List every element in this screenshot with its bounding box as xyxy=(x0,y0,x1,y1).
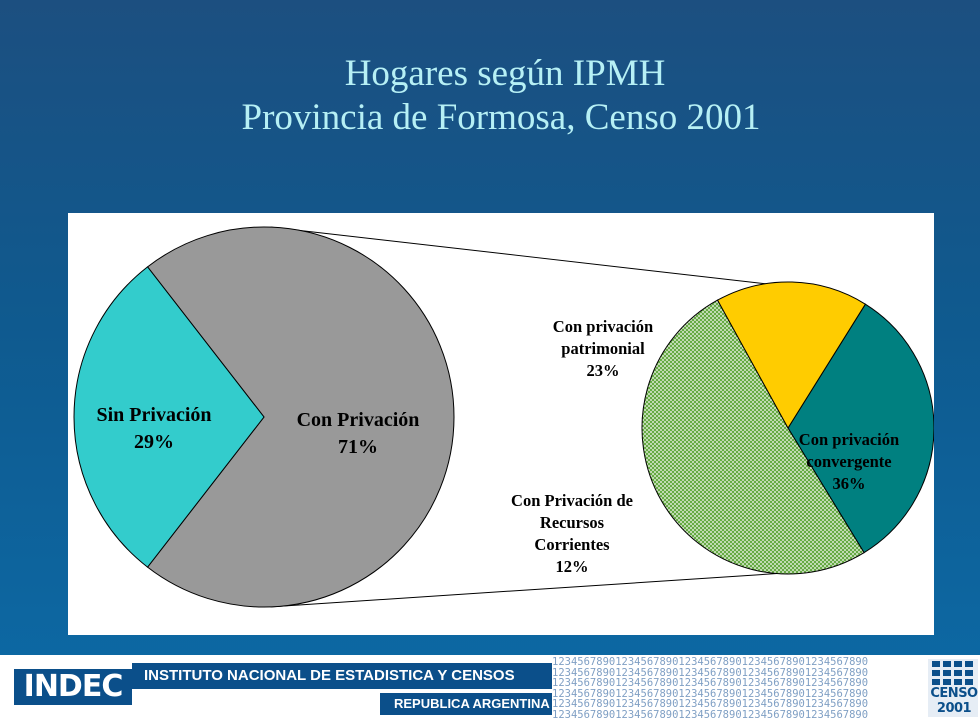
page-title xyxy=(0,52,980,140)
censo-word: CENSO xyxy=(930,686,978,701)
label-convergente xyxy=(799,429,899,495)
title-line-2: Provincia de Formosa, Censo 2001 xyxy=(241,97,761,138)
censo-grid-icon xyxy=(932,661,976,685)
censo-logo-text xyxy=(930,686,978,716)
label-recursos-value: 12% xyxy=(555,557,589,576)
label-con-privacion-value: 71% xyxy=(338,436,378,458)
country-name: REPUBLICA ARGENTINA xyxy=(394,696,550,711)
footer-banner xyxy=(0,655,980,720)
label-recursos-corrientes xyxy=(511,490,633,578)
number-row: 12345678901234567890123456789012345678901234567890 xyxy=(552,708,869,719)
label-convergente-line1: Con privación xyxy=(798,430,900,449)
label-patrimonial-value: 23% xyxy=(586,361,620,380)
number-row: 12345678901234567890123456789012345678901234567890 xyxy=(552,698,869,711)
decorative-number-rows xyxy=(552,657,912,719)
label-sin-privacion xyxy=(96,402,211,456)
label-con-privacion xyxy=(297,407,420,461)
label-convergente-value: 36% xyxy=(832,474,866,493)
label-patrimonial xyxy=(553,316,653,382)
number-row: 12345678901234567890123456789012345678901234567890 xyxy=(552,666,869,679)
label-recursos-line2: Recursos xyxy=(539,513,605,532)
label-con-privacion-name: Con Privación xyxy=(296,409,420,431)
institute-name: INSTITUTO NACIONAL DE ESTADISTICA Y CENSOS xyxy=(144,667,515,684)
censo-year: 2001 xyxy=(936,701,972,716)
title-line-1: Hogares según IPMH xyxy=(344,53,666,94)
indec-logo: INDEC xyxy=(14,669,132,705)
label-recursos-line1: Con Privación de xyxy=(511,491,633,510)
censo-2001-logo xyxy=(928,659,978,717)
label-sin-privacion-name: Sin Privación xyxy=(96,404,212,426)
label-patrimonial-line2: patrimonial xyxy=(561,339,645,358)
number-row: 12345678901234567890123456789012345678901234567890 xyxy=(552,657,869,668)
chart-panel xyxy=(68,213,934,635)
label-sin-privacion-value: 29% xyxy=(133,431,174,453)
label-recursos-line3: Corrientes xyxy=(534,535,610,554)
number-row: 12345678901234567890123456789012345678901234567890 xyxy=(552,687,869,700)
label-patrimonial-line1: Con privación xyxy=(552,317,654,336)
number-row: 12345678901234567890123456789012345678901234567890 xyxy=(552,677,869,690)
label-convergente-line2: convergente xyxy=(806,452,892,471)
